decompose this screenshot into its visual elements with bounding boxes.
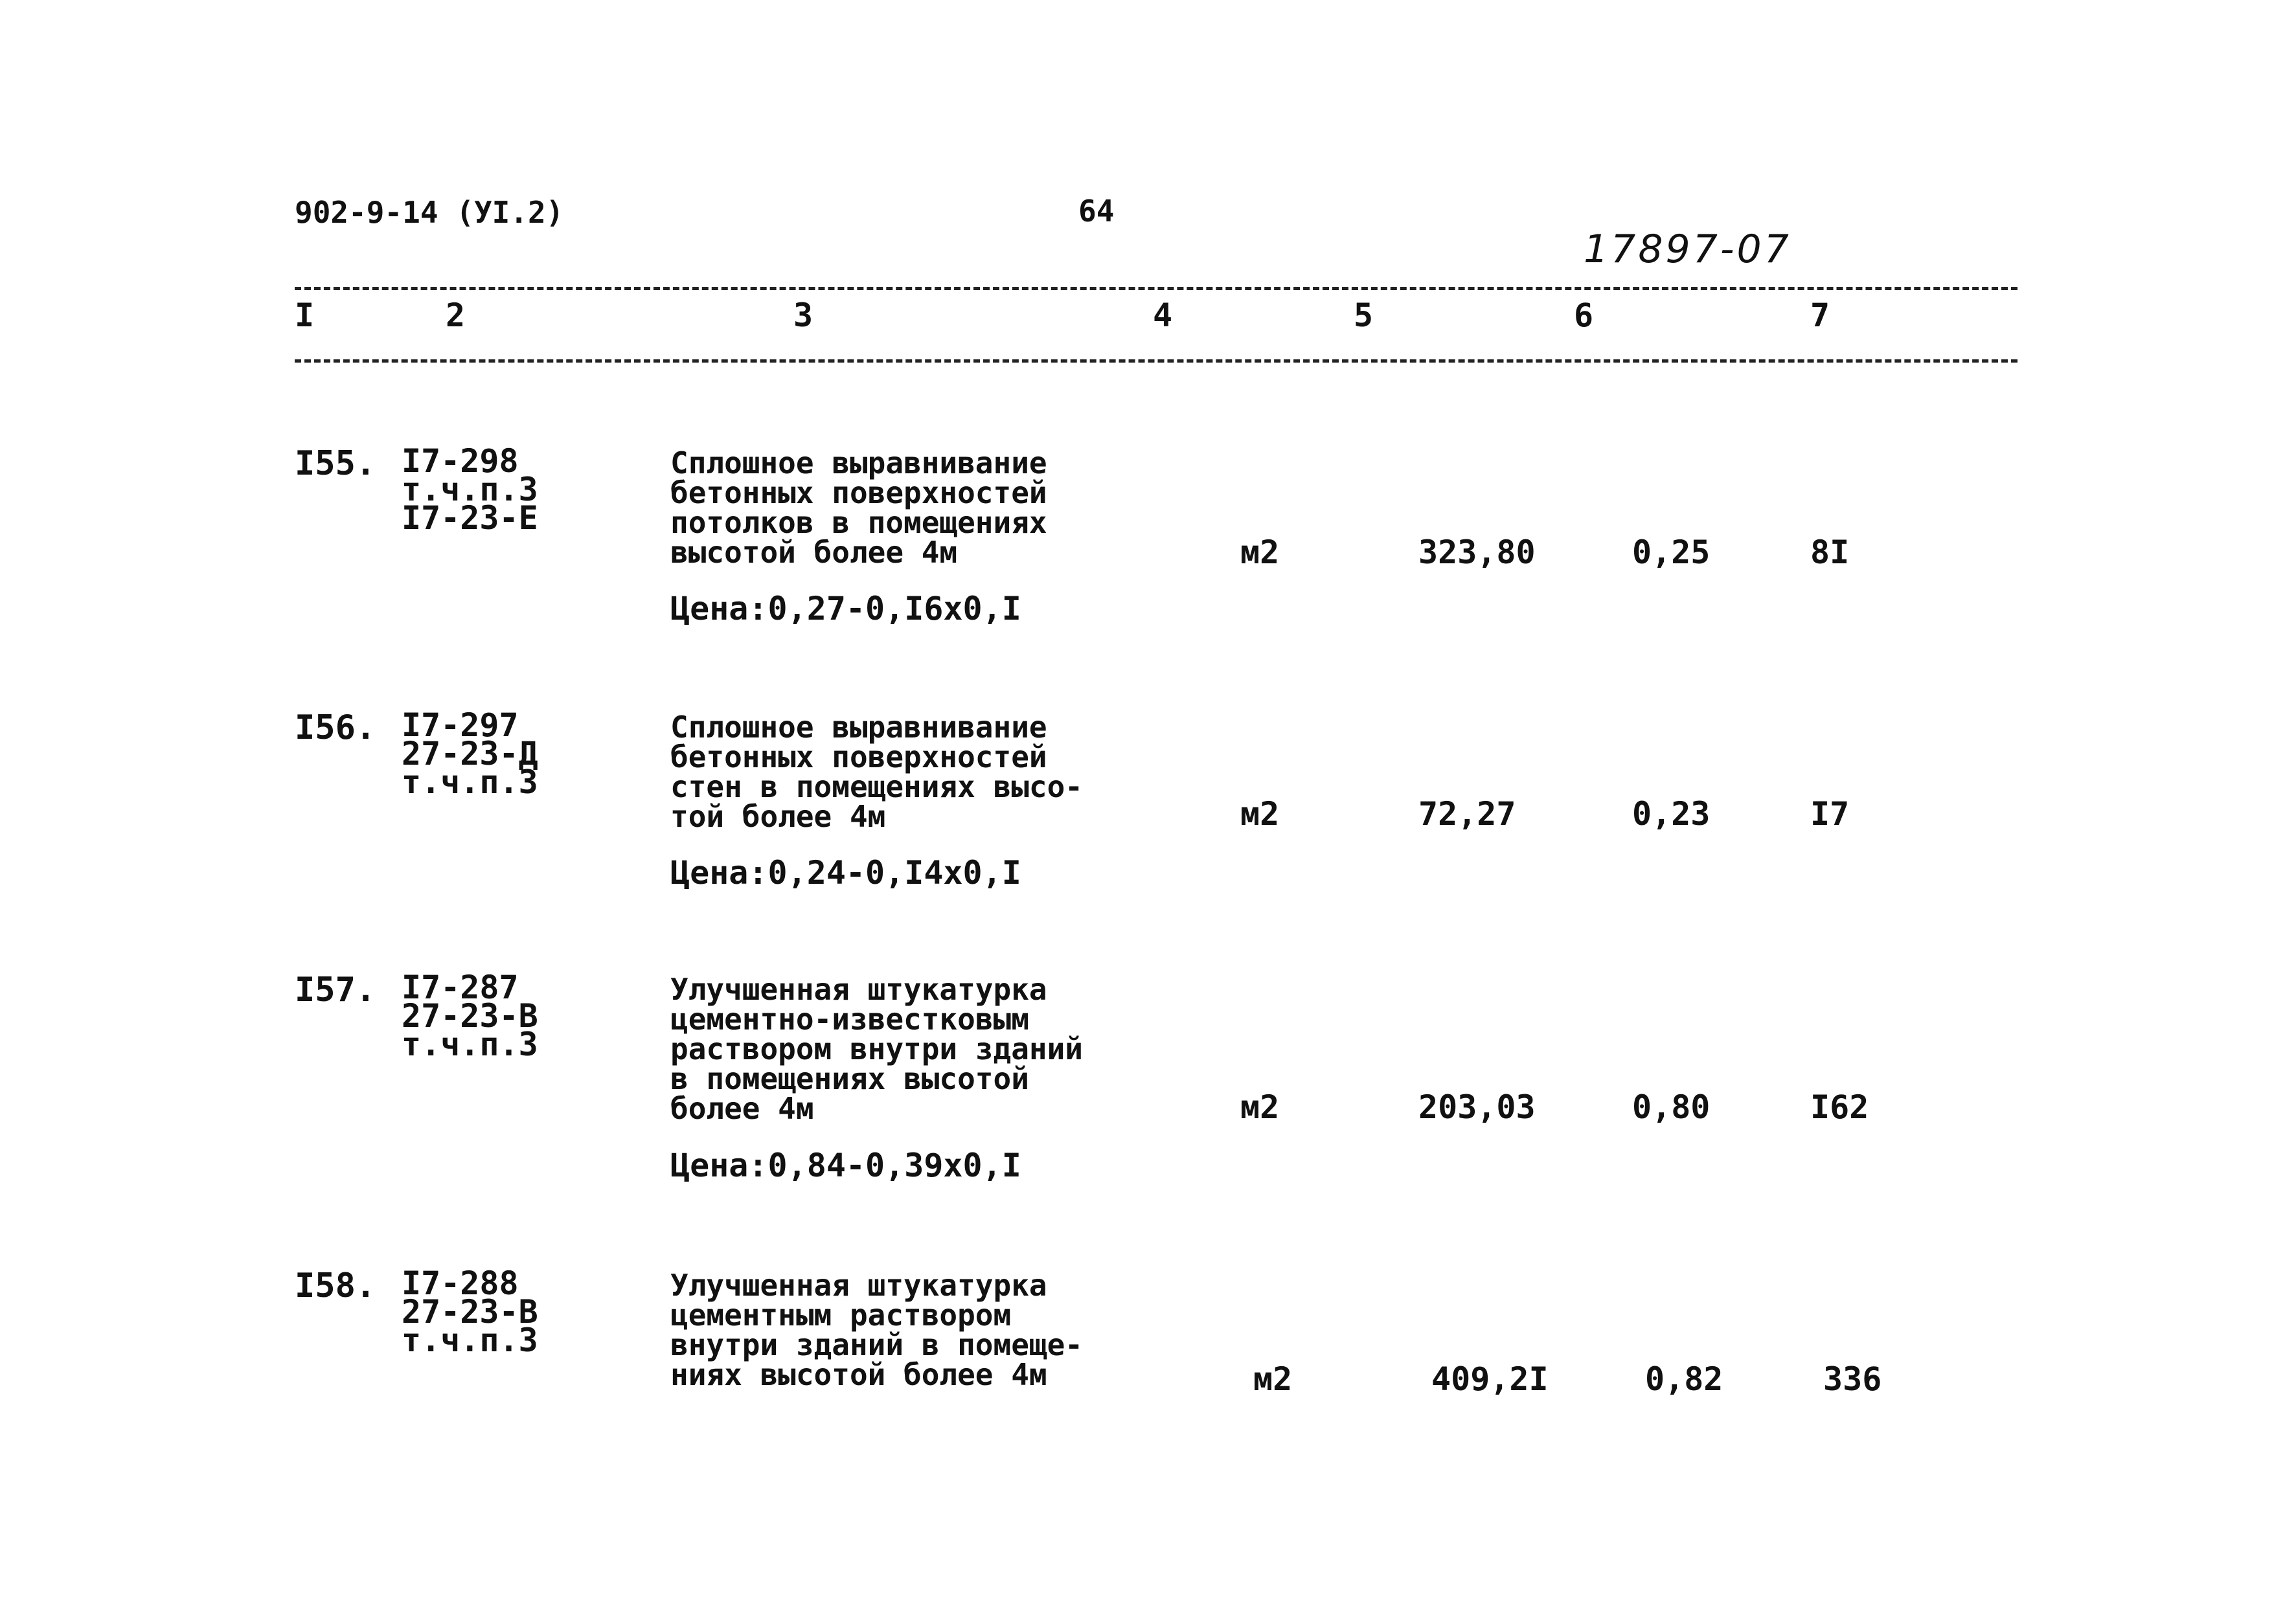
row-code: I7-288 27-23-В т.ч.п.3 [402,1265,538,1359]
row-total: 336 [1823,1360,1882,1398]
row-rate: 0,23 [1632,795,1711,833]
row-quantity: 409,2I [1431,1360,1549,1398]
row-description: Улучшенная штукатурка цементным раствором внутри зданий в помеще- ниях высотой более 4м [670,1268,1083,1392]
document-code: 902-9-14 (УI.2) [295,195,564,230]
row-rate: 0,80 [1632,1088,1711,1126]
column-number-4: 4 [1153,297,1173,334]
row-number: I58. [295,1266,376,1305]
row-quantity: 203,03 [1418,1088,1536,1126]
row-code: I7-298 т.ч.п.3 I7-23-Е [402,442,538,537]
row-quantity: 72,27 [1418,795,1516,833]
column-number-2: 2 [446,297,466,334]
row-unit: м2 [1240,1088,1280,1126]
row-unit: м2 [1240,795,1280,833]
column-number-1: I [295,297,315,334]
row-rate: 0,82 [1645,1360,1723,1398]
column-number-7: 7 [1810,297,1830,334]
row-number: I55. [295,444,376,483]
row-code: I7-287 27-23-В т.ч.п.3 [402,969,538,1063]
page-number: 64 [1078,194,1115,229]
row-unit: м2 [1240,534,1280,571]
row-number: I56. [295,708,376,747]
row-description: Сплошное выравнивание бетонных поверхностей потолков в помещениях высотой более 4м [670,445,1047,570]
row-number: I57. [295,971,376,1009]
row-description: Сплошное выравнивание бетонных поверхностей стен в помещениях высо- той более 4м [670,710,1083,834]
row-price: Цена:0,24-0,I4х0,I [670,854,1021,892]
row-description: Улучшенная штукатурка цементно-известковым раствором внутри зданий в помещениях высотой более 4м [670,972,1083,1126]
row-unit: м2 [1253,1360,1293,1398]
column-number-3: 3 [793,297,813,334]
row-price: Цена:0,27-0,I6х0,I [670,590,1021,627]
row-total: I7 [1810,795,1850,833]
row-total: I62 [1810,1088,1869,1126]
column-number-5: 5 [1354,297,1374,334]
row-quantity: 323,80 [1418,534,1536,571]
row-price: Цена:0,84-0,39х0,I [670,1147,1021,1184]
handwritten-number: 17897-07 [1584,227,1791,272]
header-rule-top [295,287,2018,290]
column-number-6: 6 [1574,297,1594,334]
row-code: I7-297 27-23-Д т.ч.п.3 [402,706,538,801]
row-rate: 0,25 [1632,534,1711,571]
row-total: 8I [1810,534,1850,571]
header-rule-bottom [295,359,2018,363]
